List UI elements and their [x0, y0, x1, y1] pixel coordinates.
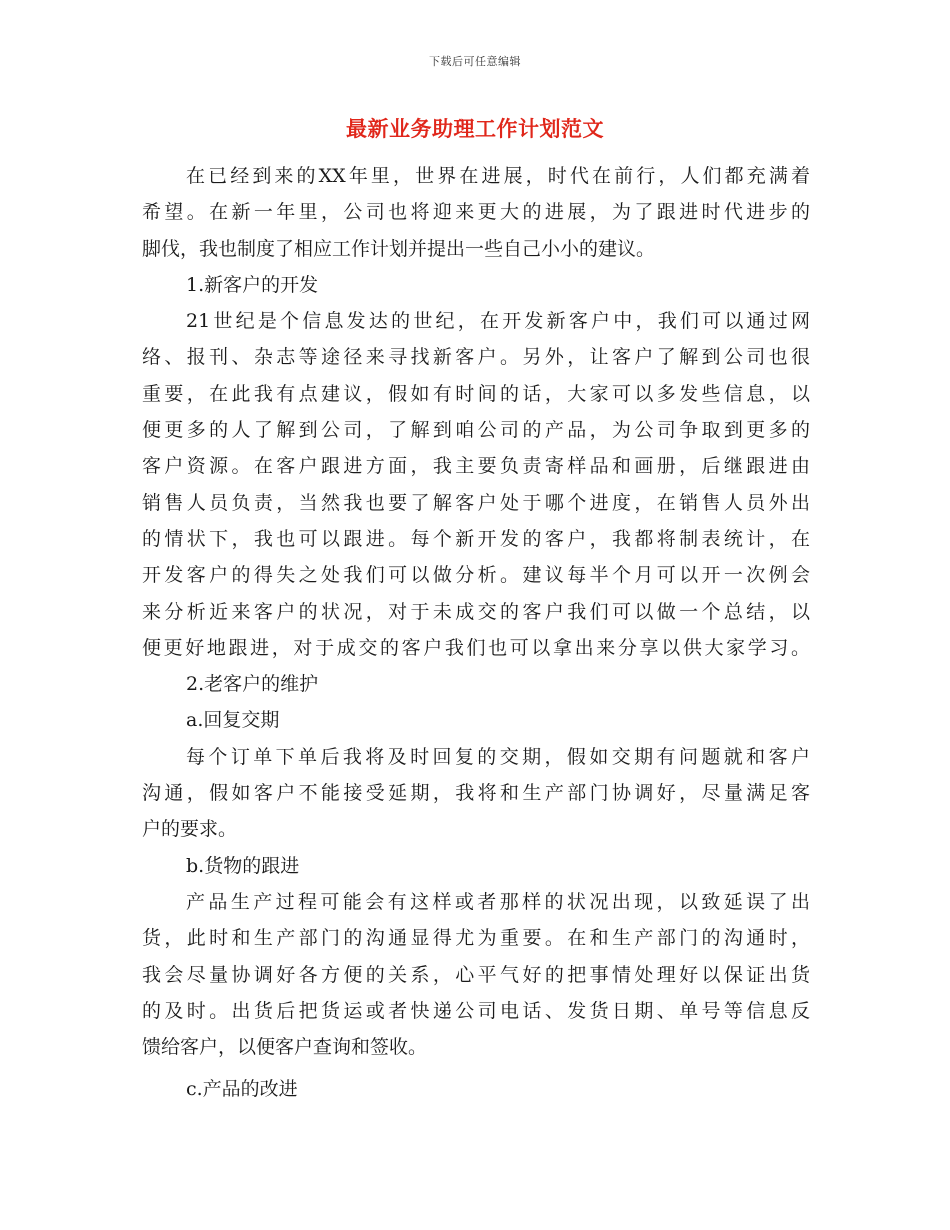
text-line: 脚伐，我也制度了相应工作计划并提出一些自己小小的建议。 [142, 237, 656, 260]
text-line: 沟通，假如客户不能接受延期，我将和生产部门协调好，尽量满足客 [142, 782, 810, 805]
text-line: 希望。在新一年里，公司也将迎来更大的进展，为了跟进时代进步的 [142, 201, 810, 224]
text-line: b.货物的跟进 [186, 854, 300, 877]
text-line: 在已经到来的XX年里，世界在进展，时代在前行，人们都充满着 [186, 165, 810, 187]
text-line: 便更多的人了解到公司，了解到咱公司的产品，为公司争取到更多的 [142, 419, 810, 442]
text-line: 开发客户的得失之处我们可以做分析。建议每半个月可以开一次例会 [142, 564, 810, 587]
text-line: 货，此时和生产部门的沟通显得尤为重要。在和生产部门的沟通时， [142, 927, 810, 950]
text-line: 2.老客户的维护 [186, 673, 319, 696]
document-title: 最新业务助理工作计划范文 [346, 117, 604, 141]
text-line: 每个订单下单后我将及时回复的交期，假如交期有问题就和客户 [186, 745, 810, 768]
text-line: 的情状下，我也可以跟进。每个新开发的客户，我都将制表统计，在 [142, 527, 810, 550]
text-line: 络、报刊、杂志等途径来寻找新客户。另外，让客户了解到公司也很 [142, 346, 810, 369]
text-line: 便更好地跟进，对于成交的客户我们也可以拿出来分享以供大家学习。 [142, 636, 810, 659]
text-line: a.回复交期 [186, 709, 280, 732]
text-line: 销售人员负责，当然我也要了解客户处于哪个进度，在销售人员外出 [142, 491, 810, 514]
text-line: 馈给客户，以便客户查询和签收。 [142, 1036, 428, 1059]
text-line: 重要，在此我有点建议，假如有时间的话，大家可以多发些信息，以 [142, 382, 810, 405]
text-line: 我会尽量协调好各方便的关系，心平气好的把事情处理好以保证出货 [142, 963, 810, 986]
text-line: 户的要求。 [142, 818, 238, 841]
page-header-note: 下载后可任意编辑 [429, 55, 521, 68]
document-body [142, 158, 810, 1108]
text-line: 1.新客户的开发 [186, 273, 319, 296]
text-line: 的及时。出货后把货运或者快递公司电话、发货日期、单号等信息反 [142, 999, 810, 1022]
text-line: 产品生产过程可能会有这样或者那样的状况出现，以致延误了出 [186, 890, 810, 913]
text-line: 来分析近来客户的状况，对于未成交的客户我们可以做一个总结，以 [142, 600, 810, 623]
text-line: 21世纪是个信息发达的世纪，在开发新客户中，我们可以通过网 [186, 310, 810, 333]
text-line: c.产品的改进 [186, 1078, 298, 1101]
text-line: 客户资源。在客户跟进方面，我主要负责寄样品和画册，后继跟进由 [142, 455, 810, 478]
